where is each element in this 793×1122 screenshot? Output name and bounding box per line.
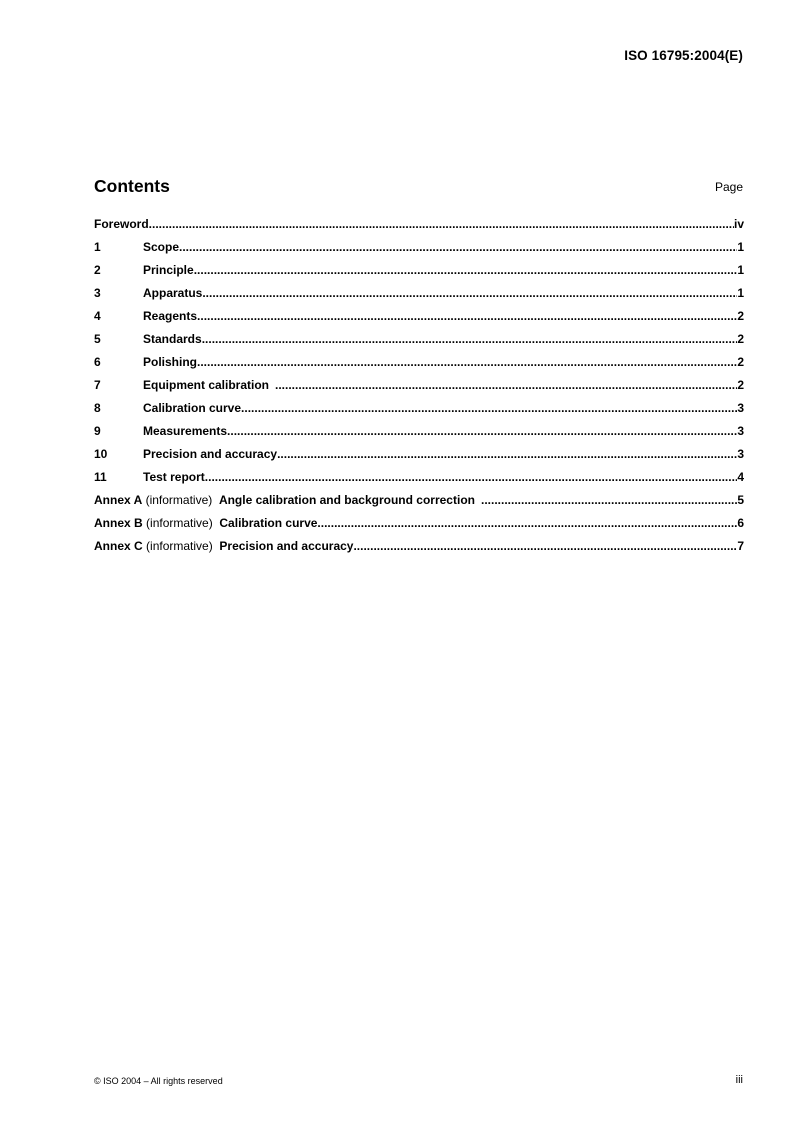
dot-leader [241, 397, 737, 420]
document-id: ISO 16795:2004(E) [624, 48, 743, 63]
toc-entry-page: 3 [737, 447, 744, 461]
toc-entry-title: Reagents [143, 309, 198, 323]
toc-entry-number: 8 [94, 401, 101, 415]
dot-leader [275, 374, 737, 397]
toc-entry-annex-b[interactable] [94, 512, 744, 535]
annex-note: (informative) [146, 516, 213, 530]
toc-entry-scope[interactable] [94, 236, 744, 259]
page-column-label: Page [714, 180, 743, 194]
toc-entry-title: Measurements [143, 424, 228, 438]
toc-entry-standards[interactable] [94, 328, 744, 351]
toc-entry-title: Precision and accuracy [143, 447, 278, 461]
toc-entry-reagents[interactable] [94, 305, 744, 328]
toc-entry-number: 4 [94, 309, 101, 323]
dot-leader [202, 328, 738, 351]
annex-note: (informative) [146, 539, 213, 553]
toc-entry-title: Precision and accuracy [219, 539, 354, 553]
dot-leader [197, 305, 737, 328]
dot-leader [179, 236, 737, 259]
dot-leader [194, 259, 738, 282]
toc-entry-page: iv [733, 217, 744, 231]
toc-entry-number: 1 [94, 240, 101, 254]
toc-entry-page: 5 [737, 493, 744, 507]
dot-leader [317, 512, 737, 535]
toc-entry-calibration-curve[interactable] [94, 397, 744, 420]
toc-entry-number: 6 [94, 355, 101, 369]
toc-entry-test-report[interactable] [94, 466, 744, 489]
dot-leader [227, 420, 737, 443]
toc-entry-title: Polishing [143, 355, 197, 369]
footer-page-number: iii [735, 1074, 743, 1086]
dot-leader [202, 282, 737, 305]
annex-note: (informative) [145, 493, 213, 507]
toc-entry-title: Standards [143, 332, 202, 346]
footer-copyright: © ISO 2004 – All rights reserved [94, 1076, 223, 1086]
toc-entry-title: Scope [143, 240, 180, 254]
toc-entry-precision-and-accuracy[interactable] [94, 443, 744, 466]
toc-entry-page: 3 [737, 401, 744, 415]
toc-entry-annex-c[interactable] [94, 535, 744, 558]
toc-entry-page: 6 [737, 516, 744, 530]
annex-label: Annex C [94, 539, 143, 553]
toc-entry-principle[interactable] [94, 259, 744, 282]
annex-label: Annex A [94, 493, 143, 507]
toc-entry-title: Equipment calibration [143, 378, 270, 392]
toc-entry-page: 2 [737, 332, 744, 346]
toc-entry-page: 1 [737, 240, 744, 254]
toc-entry-number: 10 [94, 447, 108, 461]
toc-entry-title: Principle [143, 263, 194, 277]
dot-leader [481, 489, 737, 512]
toc-entry-page: 1 [737, 263, 744, 277]
toc-entry-page: 1 [737, 286, 744, 300]
toc-entry-page: 2 [737, 378, 744, 392]
annex-label: Annex B [94, 516, 143, 530]
toc-entry-title: Foreword [94, 217, 149, 231]
toc-entry-page: 4 [737, 470, 744, 484]
toc-entry-number: 7 [94, 378, 101, 392]
toc-entry-number: 3 [94, 286, 101, 300]
dot-leader [205, 466, 738, 489]
toc-entry-title: Calibration curve [143, 401, 242, 415]
toc-entry-title: Apparatus [143, 286, 203, 300]
toc-entry-page: 3 [737, 424, 744, 438]
toc-entry-title: Calibration curve [219, 516, 318, 530]
table-of-contents [94, 213, 744, 558]
dot-leader [277, 443, 737, 466]
toc-entry-page: 2 [737, 355, 744, 369]
toc-entry-polishing[interactable] [94, 351, 744, 374]
toc-entry-annex-a[interactable] [94, 489, 744, 512]
contents-heading: Contents [94, 176, 170, 196]
toc-entry-number: 11 [94, 470, 107, 484]
toc-entry-equipment-calibration[interactable] [94, 374, 744, 397]
dot-leader [197, 351, 737, 374]
dot-leader [149, 213, 734, 236]
toc-entry-number: 2 [94, 263, 101, 277]
toc-entry-number: 5 [94, 332, 101, 346]
toc-entry-title: Angle calibration and background correction [218, 493, 475, 507]
toc-entry-apparatus[interactable] [94, 282, 744, 305]
toc-entry-foreword[interactable] [94, 213, 744, 236]
toc-entry-title: Test report [143, 470, 205, 484]
toc-entry-measurements[interactable] [94, 420, 744, 443]
toc-entry-page: 7 [737, 539, 744, 553]
toc-entry-number: 9 [94, 424, 101, 438]
dot-leader [353, 535, 737, 558]
toc-entry-page: 2 [737, 309, 744, 323]
